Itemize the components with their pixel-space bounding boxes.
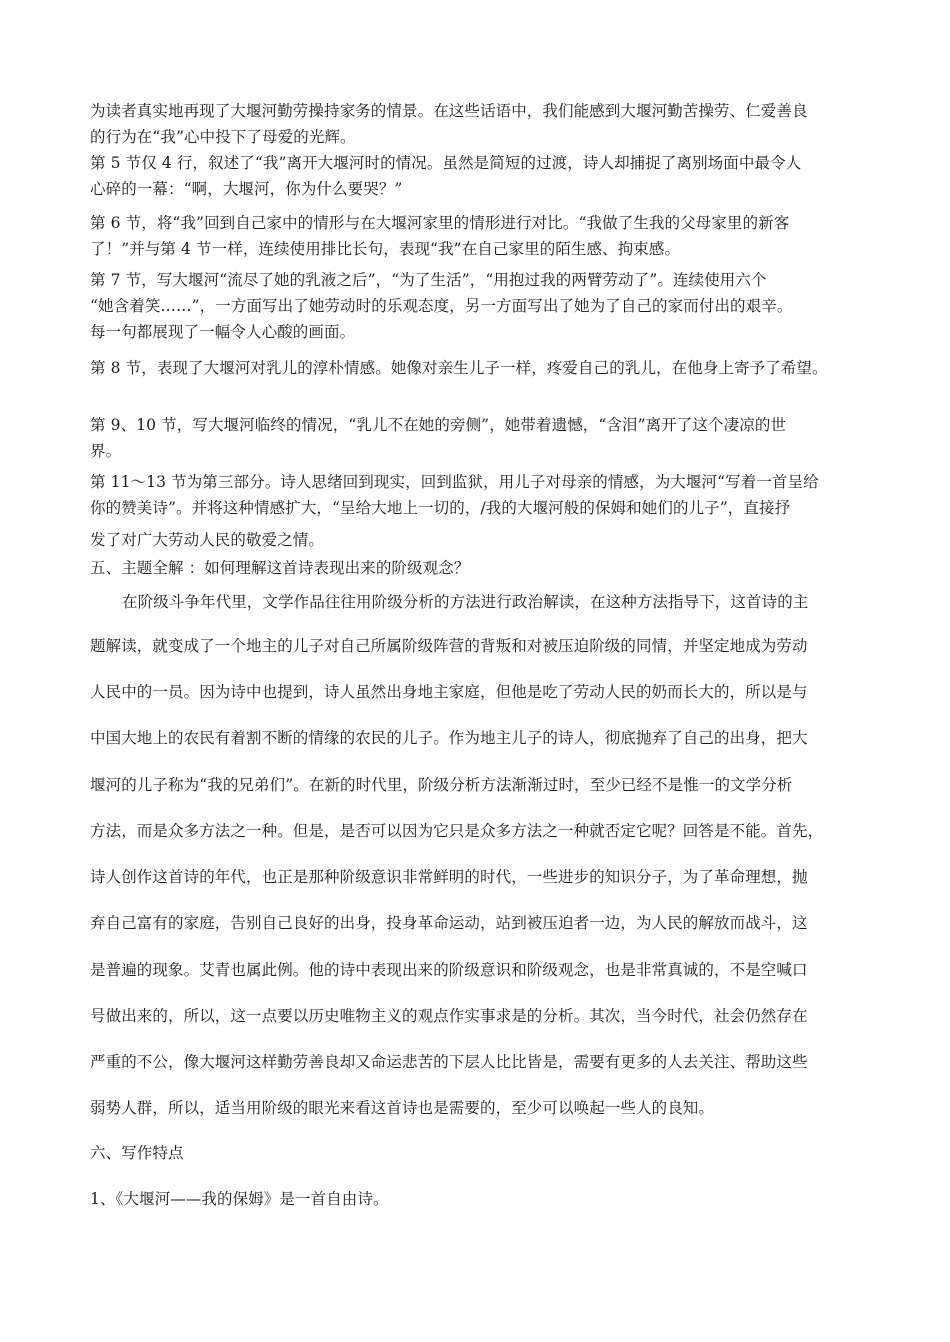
text-line: 人民中的一员。因为诗中也提到，诗人虽然出身地主家庭，但他是吃了劳动人民的奶而长大的，所以是与 xyxy=(90,683,808,701)
text-line: 界。 xyxy=(90,442,122,460)
text-line: 1、《大堰河——我的保姆》是一首自由诗。 xyxy=(90,1190,389,1208)
text-line: 发了对广大劳动人民的敬爱之情。 xyxy=(90,531,325,549)
text-line: 第 6 节，将“我”回到自己家中的情形与在大堰河家里的情形进行对比。“我做了生我的父母家里的新客 xyxy=(90,214,790,232)
text-line: 你的赞美诗”。并将这种情感扩大，“呈给大地上一切的，/我的大堰河般的保姆和她们的儿子”，直接抒 xyxy=(90,499,791,517)
section-heading: 五、主题全解 ：如何理解这首诗表现出来的阶级观念？ xyxy=(90,559,470,577)
text-line: 第 11～13 节为第三部分。诗人思绪回到现实，回到监狱，用儿子对母亲的情感，为大堰河“写着一首呈给 xyxy=(90,473,819,491)
text-line: 为读者真实地再现了大堰河勤劳操持家务的情景。在这些话语中，我们能感到大堰河勤苦操劳、仁爱善良 xyxy=(90,102,808,120)
text-line: “她含着笑……”，一方面写出了她劳动时的乐观态度，另一方面写出了她为了自己的家而付出的艰辛。 xyxy=(90,297,793,315)
text-line: 第 5 节仅 4 行，叙述了“我”离开大堰河时的情况。虽然是简短的过渡，诗人却捕捉了离别场面中最令人 xyxy=(90,154,802,172)
text-line: 每一句都展现了一幅令人心酸的画面。 xyxy=(90,323,356,341)
text-line: 的行为在“我”心中投下了母爱的光辉。 xyxy=(90,128,356,146)
paragraph-first-line: 在阶级斗争年代里，文学作品往往用阶级分析的方法进行政治解读，在这种方法指导下，这首诗的主 xyxy=(122,593,809,611)
text-line: 诗人创作这首诗的年代，也正是那种阶级意识非常鲜明的时代，一些进步的知识分子，为了革命理想，抛 xyxy=(90,868,808,886)
text-line: 中国大地上的农民有着割不断的情缘的农民的儿子。作为地主儿子的诗人，彻底抛弃了自己的出身，把大 xyxy=(90,729,808,747)
text-line: 严重的不公，像大堰河这样勤劳善良却又命运悲苦的下层人比比皆是，需要有更多的人去关注、帮助这些 xyxy=(90,1053,808,1071)
text-line: 了！”并与第 4 节一样，连续使用排比长句，表现“我”在自己家里的陌生感、拘束感。 xyxy=(90,240,681,258)
text-line: 堰河的儿子称为“我的兄弟们”。在新的时代里，阶级分析方法渐渐过时，至少已经不是惟一的文学分析 xyxy=(90,776,793,794)
text-line: 是普遍的现象。艾青也属此例。他的诗中表现出来的阶级意识和阶级观念，也是非常真诚的，不是空喊口 xyxy=(90,961,808,979)
text-line: 方法，而是众多方法之一种。但是，是否可以因为它只是众多方法之一种就否定它呢？回答是不能。首先， xyxy=(90,822,824,840)
section-heading: 六、写作特点 xyxy=(90,1144,184,1162)
text-line: 号做出来的，所以，这一点要以历史唯物主义的观点作实事求是的分析。其次，当今时代，社会仍然存在 xyxy=(90,1007,808,1025)
text-line: 第 7 节，写大堰河“流尽了她的乳液之后”，“为了生活”，“用抱过我的两臂劳动了”。连续使用六个 xyxy=(90,271,767,289)
text-line: 第 9、10 节，写大堰河临终的情况，“乳儿不在她的旁侧”，她带着遗憾，“含泪”离开了这个凄凉的世 xyxy=(90,416,787,434)
text-line: 弱势人群，所以，适当用阶级的眼光来看这首诗也是需要的，至少可以唤起一些人的良知。 xyxy=(90,1099,715,1117)
text-line: 弃自己富有的家庭，告别自己良好的出身，投身革命运动，站到被压迫者一边，为人民的解放而战斗，这 xyxy=(90,914,808,932)
text-line: 第 8 节，表现了大堰河对乳儿的淳朴情感。她像对亲生儿子一样，疼爱自己的乳儿，在他身上寄予了希望。 xyxy=(90,359,828,377)
text-line: 心碎的一幕：“啊，大堰河，你为什么要哭？” xyxy=(90,180,403,198)
text-line: 题解读，就变成了一个地主的儿子对自己所属阶级阵营的背叛和对被压迫阶级的同情，并坚定地成为劳动 xyxy=(90,637,808,655)
